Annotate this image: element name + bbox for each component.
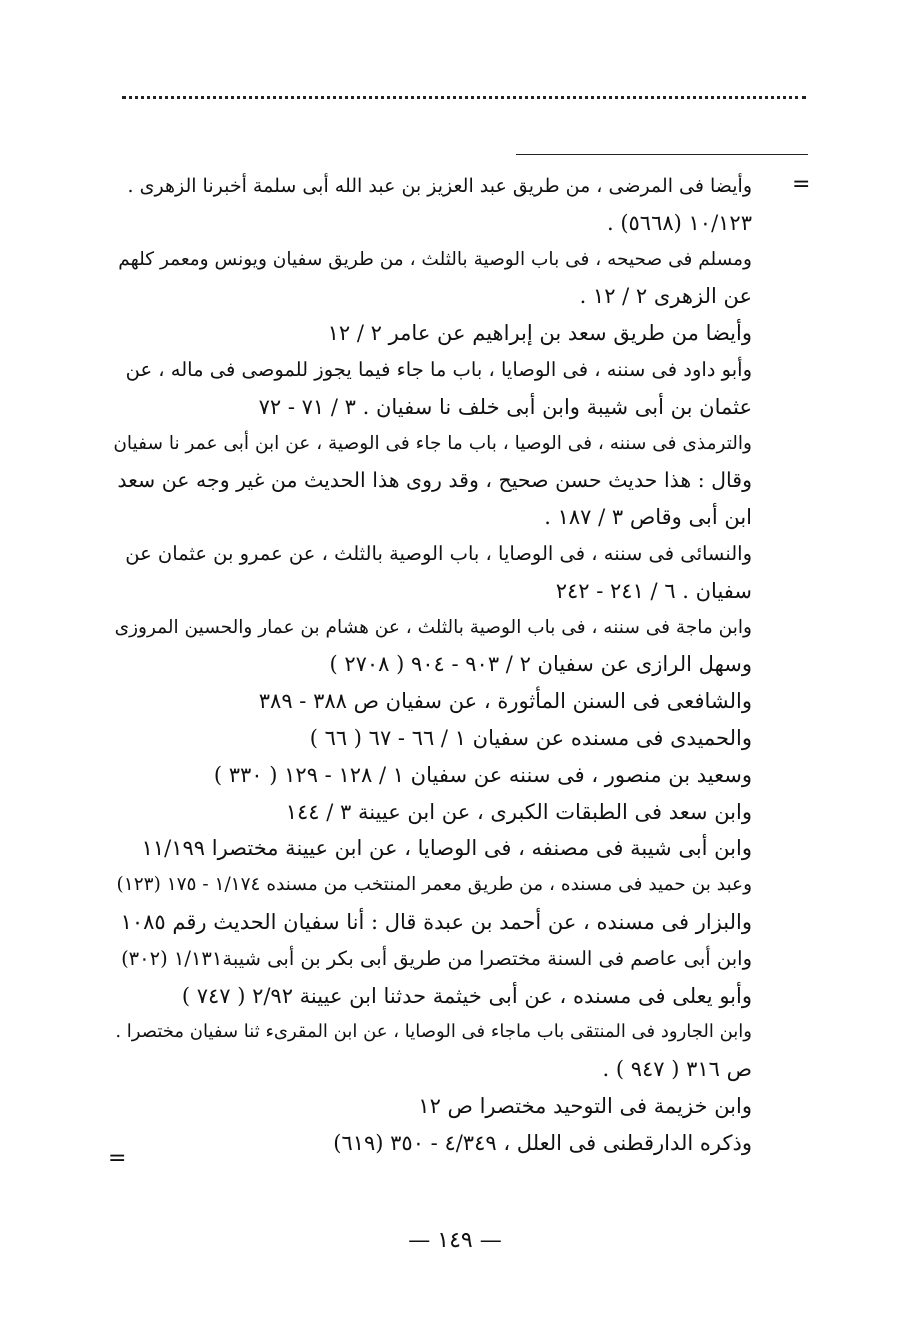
text-line-16: والحميدى فى مسنده عن سفيان ١ / ٦٦ - ٦٧ ( ٦٦ ): [309, 725, 752, 750]
text-line-1: وأيضا فى المرضى ، من طريق عبد العزيز بن عبد الله أبى سلمة أخبرنا الزهرى .: [127, 175, 752, 197]
text-line-10: ابن أبى وقاص ٣ / ١٨٧ .: [544, 505, 752, 530]
text-line-20: وعبد بن حميد فى مسنده ، من طريق معمر المنتخب من مسنده ١/١٧٤ - ١٧٥ (١٢٣): [116, 874, 752, 896]
top-dotted-separator: [122, 96, 806, 99]
continuation-mark-bottom: =: [108, 1146, 127, 1171]
text-line-5: وأيضا من طريق سعد بن إبراهيم عن عامر ٢ / ١٢: [327, 321, 752, 346]
page-number: — ١٤٩ —: [408, 1228, 502, 1253]
text-line-11: والنسائى فى سننه ، فى الوصايا ، باب الوصية بالثلث ، عن عمرو بن عثمان عن: [125, 541, 752, 565]
footnote-separator-line: [516, 154, 808, 155]
continuation-mark-top: =: [792, 172, 811, 197]
text-line-26: وابن خزيمة فى التوحيد مختصرا ص ١٢: [418, 1093, 752, 1118]
text-line-19: وابن أبى شيبة فى مصنفه ، فى الوصايا ، عن ابن عيينة مختصرا ١١/١٩٩: [141, 836, 752, 861]
text-line-23: وأبو يعلى فى مسنده ، عن أبى خيثمة حدثنا ابن عيينة ٢/٩٢ ( ٧٤٧ ): [181, 983, 752, 1008]
text-line-8: والترمذى فى سننه ، فى الوصيا ، باب ما جاء فى الوصية ، عن ابن أبى عمر نا سفيان: [113, 432, 752, 454]
text-line-14: وسهل الرازى عن سفيان ٢ / ٩٠٣ - ٩٠٤ ( ٢٧٠٨ ): [329, 652, 752, 677]
text-line-6: وأبو داود فى سننه ، فى الوصايا ، باب ما جاء فيما يجوز للموصى فى ماله ، عن: [125, 357, 752, 381]
footnote-text-block: [112, 168, 752, 1162]
text-line-18: وابن سعد فى الطبقات الكبرى ، عن ابن عيينة ٣ / ١٤٤: [285, 799, 752, 824]
text-line-24: وابن الجارود فى المنتقى باب ماجاء فى الوصايا ، عن ابن المقرىء ثنا سفيان مختصرا .: [115, 1021, 752, 1043]
text-line-7: عثمان بن أبى شيبة وابن أبى خلف نا سفيان . ٣ / ٧١ - ٧٢: [258, 394, 752, 419]
text-line-21: والبزار فى مسنده ، عن أحمد بن عبدة قال : أنا سفيان الحديث رقم ١٠٨٥: [120, 909, 752, 934]
text-line-17: وسعيد بن منصور ، فى سننه عن سفيان ١ / ١٢٨ - ١٢٩ ( ٣٣٠ ): [213, 762, 752, 787]
text-line-9: وقال : هذا حديث حسن صحيح ، وقد روى هذا الحديث من غير وجه عن سعد: [117, 468, 752, 493]
text-line-4: عن الزهرى ٢ / ١٢ .: [579, 284, 752, 309]
text-line-3: ومسلم فى صحيحه ، فى باب الوصية بالثلث ، من طريق سفيان ويونس ومعمر كلهم: [118, 248, 752, 270]
text-line-2: ١٠/١٢٣ (٥٦٦٨) .: [606, 210, 752, 235]
text-line-22: وابن أبى عاصم فى السنة مختصرا من طريق أبى بكر بن أبى شيبة١/١٣١ (٣٠٢): [121, 946, 752, 970]
text-line-13: وابن ماجة فى سننه ، فى باب الوصية بالثلث ، عن هشام بن عمار والحسين المروزى: [114, 616, 752, 638]
text-line-25: ص ٣١٦ ( ٩٤٧ ) .: [602, 1057, 752, 1082]
text-line-15: والشافعى فى السنن المأثورة ، عن سفيان ص ٣٨٨ - ٣٨٩: [258, 689, 752, 714]
text-line-12: سفيان . ٦ / ٢٤١ - ٢٤٢: [555, 578, 752, 603]
text-line-27: وذكره الدارقطنى فى العلل ، ٤/٣٤٩ - ٣٥٠ (٦١٩): [333, 1130, 752, 1155]
